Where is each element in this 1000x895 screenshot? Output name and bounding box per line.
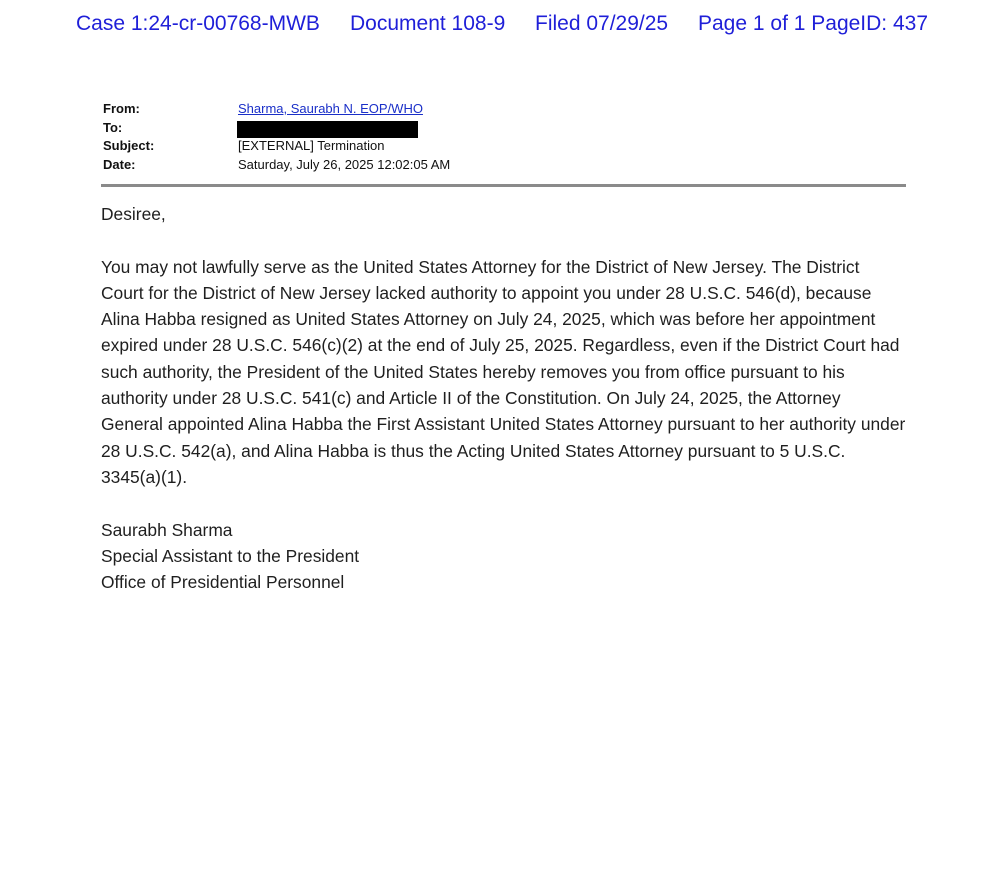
sender-link[interactable]: Sharma, Saurabh N. EOP/WHO [238,101,423,116]
court-filing-header [76,12,936,42]
from-row [103,100,906,119]
signature-block [101,517,906,596]
case-number: Case 1:24-cr-00768-MWB [76,12,320,35]
signature-title: Special Assistant to the President [101,545,360,566]
signature-name: Saurabh Sharma [101,519,233,540]
to-label: To: [103,119,123,135]
signature-office: Office of Presidential Personnel [101,572,345,593]
greeting: Desiree, [101,204,166,224]
email-body [101,201,906,595]
date-label: Date: [103,156,136,172]
recipient-redaction [237,121,418,138]
email-header [103,100,906,174]
body-paragraph: You may not lawfully serve as the United States Attorney for the District of New Jersey. The District Court for the District of New Jersey lacked authority to appoint you under 28 U.S.C. 546(d), because Alina Habba resigned as United States Attorney on July 24, 2025, which was before her appointment expired under 28 U.S.C. 546(c)(2) at the end of July 25, 2025. Regardless, even if the District Court had such authority, the President of the United States hereby removes you from office pursuant to his authority under 28 U.S.C. 541(c) and Article II of the Constitution. On July 24, 2025, the Attorney General appointed Alina Habba the First Assistant United States Attorney pursuant to her authority under 28 U.S.C. 542(a), and Alina Habba is thus the Acting United States Attorney pursuant to 5 U.S.C. 3345(a)(1). [101,256,906,487]
subject-label: Subject: [103,138,155,153]
filed-date: Filed 07/29/25 [535,12,669,35]
date-row [103,156,906,175]
subject-value: [EXTERNAL] Termination [238,138,385,153]
to-row [103,119,906,138]
from-label: From: [103,101,140,116]
header-divider [101,184,906,187]
subject-row [103,137,906,156]
document-number: Document 108-9 [350,12,506,35]
date-value: Saturday, July 26, 2025 12:02:05 AM [238,156,451,172]
page-info: Page 1 of 1 PageID: 437 [698,12,929,35]
